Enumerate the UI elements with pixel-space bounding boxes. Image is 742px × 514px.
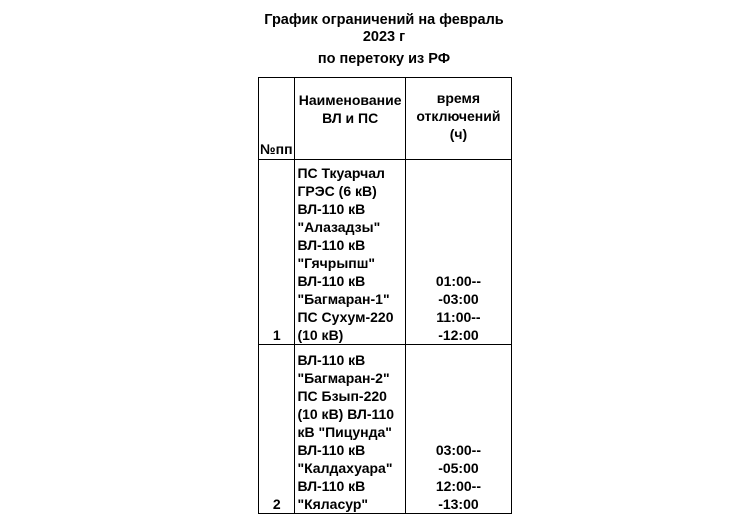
row-name-line: ВЛ-110 кВ (297, 478, 366, 494)
header-name (295, 78, 405, 160)
row-name-line: (10 кВ) (297, 327, 344, 343)
row-time-cell (405, 160, 511, 345)
document-sheet (256, 12, 512, 512)
schedule-table (258, 77, 512, 514)
title-line-3: по перетоку из РФ (317, 51, 451, 67)
header-name-line: Наименование (298, 92, 402, 108)
row-name-cell (295, 160, 405, 345)
row-name-line: "Калдахуара" (297, 460, 393, 476)
table-row (259, 345, 512, 514)
row-name-line: "Багмаран-2" (297, 370, 390, 386)
row-time-line: 11:00-- (436, 309, 481, 325)
row-name-line: "Кяласур" (297, 496, 369, 512)
row-name-line: ПС Бзып-220 (297, 388, 387, 404)
row-name-line: ПС Сухум-220 (297, 309, 394, 325)
title-line-2: 2023 г (362, 29, 406, 45)
row-name-line: ВЛ-110 кВ (297, 201, 366, 217)
row-name-line: кВ "Пицунда" (297, 424, 392, 440)
table-header-row (259, 78, 512, 160)
row-time-line: -12:00 (438, 327, 479, 343)
row-name-line: ПС Ткуарчал (297, 165, 385, 181)
header-time-line: (ч) (449, 126, 468, 142)
header-number: №пп (259, 78, 295, 160)
row-name-line: ГРЭС (6 кВ) (297, 183, 377, 199)
row-name-cell (295, 345, 405, 514)
row-name-line: ВЛ-110 кВ (297, 352, 366, 368)
row-name-line: "Багмаран-1" (297, 291, 390, 307)
title-line-1: График ограничений на февраль (264, 12, 504, 28)
row-time-line: -13:00 (438, 496, 479, 512)
row-time-cell (405, 345, 511, 514)
header-time-line: время (436, 90, 481, 106)
row-time-line: 12:00-- (435, 478, 481, 494)
row-name-line: "Гячрыпш" (297, 255, 376, 271)
row-time-line: 03:00-- (435, 442, 481, 458)
table-row (259, 160, 512, 345)
row-name-line: "Алазадзы" (297, 219, 381, 235)
row-name-line: (10 кВ) ВЛ-110 (297, 406, 395, 422)
row-time-line: -05:00 (438, 460, 479, 476)
row-number: 2 (259, 345, 295, 514)
row-number: 1 (259, 160, 295, 345)
header-time-line: отключений (416, 108, 501, 124)
header-name-line: ВЛ и ПС (322, 110, 379, 126)
row-time-line: 01:00-- (435, 273, 481, 289)
row-time-line: -03:00 (438, 291, 479, 307)
row-name-line: ВЛ-110 кВ (297, 273, 366, 289)
row-name-line: ВЛ-110 кВ (297, 442, 366, 458)
row-name-line: ВЛ-110 кВ (297, 237, 366, 253)
header-time (405, 78, 511, 160)
